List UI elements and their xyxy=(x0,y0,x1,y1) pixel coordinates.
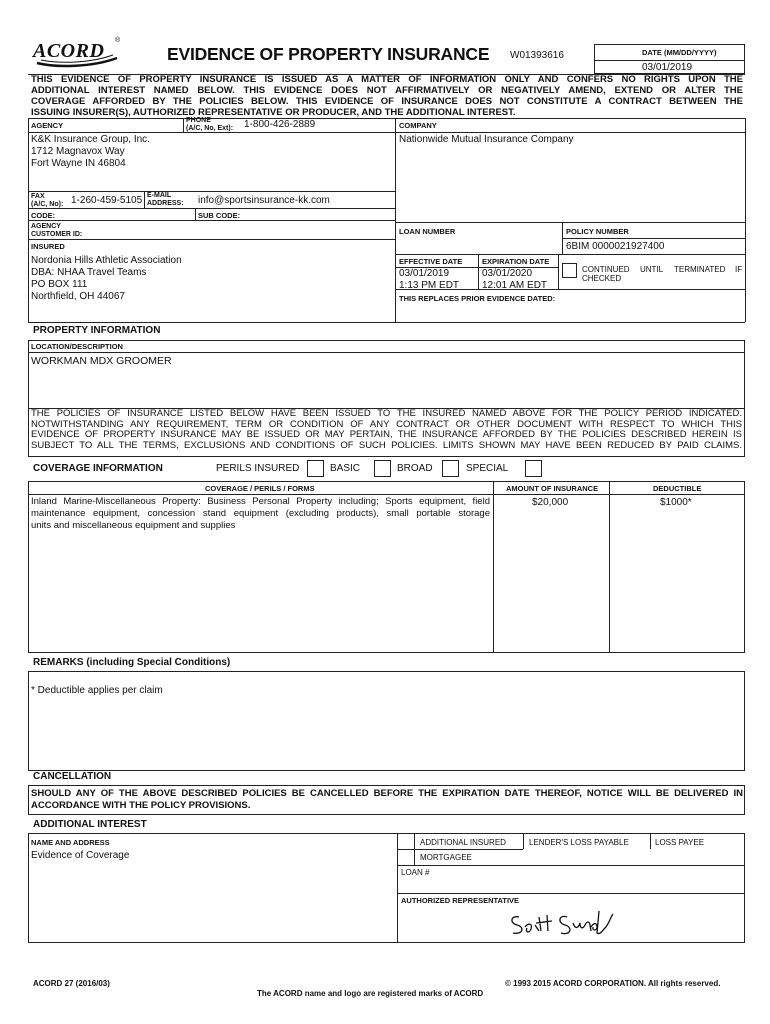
location-description[interactable]: WORKMAN MDX GROOMER xyxy=(31,355,172,367)
special-label: SPECIAL xyxy=(466,463,509,474)
insured-label: INSURED xyxy=(31,242,65,251)
agency-label: AGENCY xyxy=(31,121,64,130)
subcode-label: SUB CODE: xyxy=(198,211,241,220)
continued-checkbox[interactable] xyxy=(562,263,577,278)
terminated-label: TERMINATED xyxy=(674,265,726,274)
authorized-signature xyxy=(505,903,635,939)
perils-insured-label: PERILS INSURED xyxy=(216,463,300,474)
special-checkbox[interactable] xyxy=(525,460,542,477)
col-amount-header: AMOUNT OF INSURANCE xyxy=(506,484,599,493)
acord-logo-text: ACORD xyxy=(33,40,105,62)
footer-copyright: © 1993 2015 ACORD CORPORATION. All rights reserved. xyxy=(505,979,721,988)
footer-trademark: The ACORD name and logo are registered marks of ACORD xyxy=(257,989,484,998)
effective-date-label: EFFECTIVE DATE xyxy=(399,257,463,266)
effective-date[interactable]: 03/01/2019 1:13 PM EDT xyxy=(399,268,460,291)
company-label: COMPANY xyxy=(399,121,437,130)
cancellation-text: SHOULD ANY OF THE ABOVE DESCRIBED POLICIES BE CANCELLED BEFORE THE EXPIRATION DATE THEREOF, NOTICE WILL BE DELIVERED IN ACCORDANCE WITH THE POLICY PROVISIONS. xyxy=(31,788,743,811)
until-label: UNTIL xyxy=(640,265,664,274)
email-label: E-MAIL ADDRESS: xyxy=(147,192,184,207)
continued-label: CONTINUED xyxy=(582,265,630,274)
additional-insured-label: ADDITIONAL INSURED xyxy=(420,838,506,847)
footer-form-id: ACORD 27 (2016/03) xyxy=(33,979,110,988)
location-description-label: LOCATION/DESCRIPTION xyxy=(31,342,123,351)
agency-name-address[interactable]: K&K Insurance Group, Inc. 1712 Magnavox Way Fort Wayne IN 46804 xyxy=(31,134,150,169)
fax-label: FAX (A/C, No): xyxy=(31,193,64,208)
page-title: EVIDENCE OF PROPERTY INSURANCE xyxy=(167,44,490,64)
remarks-title: REMARKS (including Special Conditions) xyxy=(33,657,231,668)
date-label: DATE (MM/DD/YYYY) xyxy=(642,48,717,57)
coverage-info-title: COVERAGE INFORMATION xyxy=(33,463,163,474)
policy-number-label: POLICY NUMBER xyxy=(566,227,629,236)
perils-insured-checkbox[interactable] xyxy=(307,460,324,477)
policy-number[interactable]: 6BIM 0000021927400 xyxy=(566,241,665,252)
name-address-label: NAME AND ADDRESS xyxy=(31,838,110,847)
agency-fax[interactable]: 1-260-459-5105 xyxy=(71,195,143,206)
loan-hash-label: LOAN # xyxy=(401,868,430,877)
checked-label: CHECKED xyxy=(582,274,622,283)
agency-email[interactable]: info@sportsinsurance-kk.com xyxy=(198,195,330,206)
customer-id-label: AGENCY CUSTOMER ID: xyxy=(31,223,83,238)
disclaimer: THIS EVIDENCE OF PROPERTY INSURANCE IS ISSUED AS A MATTER OF INFORMATION ONLY AND CONFERS NO RIGHTS UPON THE ADDITIONAL INTEREST NAMED BELOW. THIS EVIDENCE DOES NOT AFFIRMATIVELY OR NEGATIVELY AMEND, EXTEND OR ALTER THE COVERAGE AFFORDED BY THE POLICIES BELOW. THIS EVIDENCE OF INSURANCE DOES NOT CONSTITUTE A CONTRACT BETWEEN THE ISSUING INSURER(S), AUTHORIZED REPRESENTATIVE OR PRODUCER, AND THE ADDITIONAL INTEREST. xyxy=(31,74,743,118)
amount-of-insurance[interactable]: $20,000 xyxy=(532,497,569,508)
authorized-rep-label: AUTHORIZED REPRESENTATIVE xyxy=(401,896,520,905)
loss-payee-label: LOSS PAYEE xyxy=(655,838,705,847)
coverage-forms-text[interactable]: Inland Marine-Miscellaneous Property: Business Personal Property including; Sports equipment, field maintenance equipment, concession stand equipment (excluding products), small portable storage units and miscellaneous equipment and supplies xyxy=(31,496,490,531)
company-name[interactable]: Nationwide Mutual Insurance Company xyxy=(399,134,574,145)
date-value[interactable]: 03/01/2019 xyxy=(642,62,693,73)
cancellation-title: CANCELLATION xyxy=(33,771,112,782)
insured-address[interactable]: Nordonia Hills Athletic Association DBA: NHAA Travel Teams PO BOX 111 Northfield, OH 44067 xyxy=(31,255,182,302)
deductible-value[interactable]: $1000* xyxy=(660,497,692,508)
broad-checkbox[interactable] xyxy=(442,460,459,477)
remarks-text[interactable]: * Deductible applies per claim xyxy=(31,685,163,696)
replaces-prior-label: THIS REPLACES PRIOR EVIDENCE DATED: xyxy=(399,294,556,303)
if-label: IF xyxy=(735,265,743,274)
phone-label: PHONE (A/C, No, Ext): xyxy=(186,117,234,132)
lenders-loss-label: LENDER'S LOSS PAYABLE xyxy=(529,838,629,847)
expiration-date[interactable]: 03/01/2020 12:01 AM EDT xyxy=(482,268,548,291)
code-label: CODE: xyxy=(31,211,56,220)
mortgagee-label: MORTGAGEE xyxy=(420,853,472,862)
form-id: W01393616 xyxy=(510,50,564,61)
broad-label: BROAD xyxy=(397,463,433,474)
basic-checkbox[interactable] xyxy=(374,460,391,477)
property-info-title: PROPERTY INFORMATION xyxy=(33,325,161,336)
basic-label: BASIC xyxy=(330,463,361,474)
expiration-date-label: EXPIRATION DATE xyxy=(482,257,550,266)
registered-mark: ® xyxy=(115,37,121,44)
agency-phone[interactable]: 1-800-426-2889 xyxy=(244,119,316,130)
additional-interest-box xyxy=(28,833,745,943)
loan-number-label: LOAN NUMBER xyxy=(399,227,456,236)
policies-notice: THE POLICIES OF INSURANCE LISTED BELOW HAVE BEEN ISSUED TO THE INSURED NAMED ABOVE FOR THE POLICY PERIOD INDICATED. NOTWITHSTANDING ANY REQUIREMENT, TERM OR CONDITION OF ANY CONTRACT OR OTHER DOCUMENT WITH RESPECT TO WHICH THIS EVIDENCE OF PROPERTY INSURANCE MAY BE ISSUED OR MAY PERTAIN, THE INSURANCE AFFORDED BY THE POLICIES DESCRIBED HEREIN IS SUBJECT TO ALL THE TERMS, EXCLUSIONS AND CONDITIONS OF SUCH POLICIES. LIMITS SHOWN MAY HAVE BEEN REDUCED BY PAID CLAIMS. xyxy=(31,408,742,451)
additional-interest-title: ADDITIONAL INTEREST xyxy=(33,819,147,830)
col-deductible-header: DEDUCTIBLE xyxy=(653,484,702,493)
col-forms-header: COVERAGE / PERILS / FORMS xyxy=(205,484,315,493)
acord-logo xyxy=(31,34,123,68)
additional-interest-name[interactable]: Evidence of Coverage xyxy=(31,850,130,861)
